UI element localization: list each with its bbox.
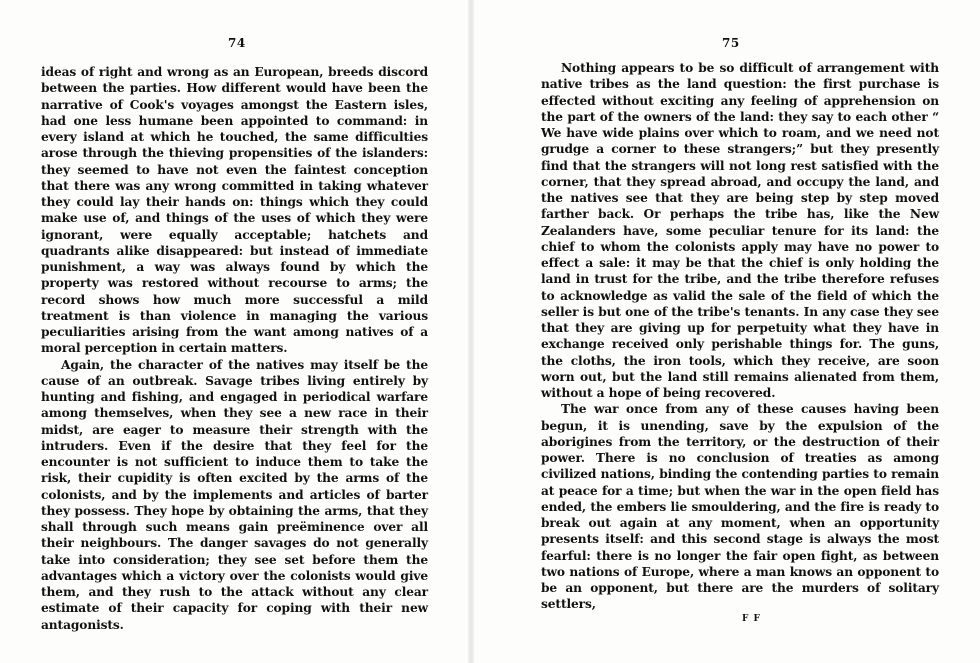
left-page — [0, 0, 470, 663]
paragraph: Again, the character of the natives may itself be the cause of an outbreak. Savage tribes living entirely by hunting and fishing, and engaged in periodical warfare among themselves, when they see a new race in their midst, are eager to measure their strength with the intruders. Even if the desire that they feel for the encounter is not sufficient to induce them to take the risk, their cupidity is often excited by the arms of the colonists, and by the implements and articles of barter they possess. They hope by obtaining the arms, that they shall through such means gain preëminence over all their neighbours. The danger savages do not generally take into consideration; they see set before them the advantages which a victory over the colonists would give them, and they rush to the attack without any clear estimate of their capacity for coping with their new antagonists. — [41, 357, 428, 632]
left-page-text — [41, 64, 428, 633]
page-number-right: 75 — [722, 36, 740, 50]
paragraph: Nothing appears to be so difficult of arrangement with native tribes as the land question: the first purchase is effected without exciting any feeling of apprehension on the part of the owners of the land: they say to each other “ We have wide plains over which to roam, and we need not grudge a corner to these strangers;” but they presently find that the strangers will not long rest satisfied with the corner, that they spread abroad, and occupy the land, and the natives see that they are being step by step moved farther back. Or perhaps the tribe has, like the New Zealanders have, some peculiar tenure for its land: the chief to whom the colonists apply may have no power to effect a sale: it may be that the chief is only holding the land in trust for the tribe, and the tribe therefore refuses to acknowledge as valid the sale of the field of which the seller is but one of the tribe's tenants. In any case they see that they are giving up for perpetuity what they have in exchange received only perishable things for. The guns, the cloths, the iron tools, which they receive, are soon worn out, but the land still remains alienated from them, without a hope of being recovered. — [541, 61, 939, 400]
page-number-left: 74 — [228, 36, 246, 50]
signature-mark: F F — [742, 614, 761, 624]
paragraph: The war once from any of these causes having been begun, it is unending, save by the expulsion of the aborigines from the territory, or the destruction of their power. There is no conclusion of treaties as among civilized nations, binding the contending parties to remain at peace for a time; but when the war in the open field has ended, the embers lie smouldering, and the fire is ready to break out again at any moment, when an opportunity presents itself: and this second stage is always the most fearful: there is no longer the fair open fight, as between two nations of Europe, where a man knows an opponent to be an opponent, but there are the murders of solitary settlers, — [541, 402, 939, 612]
right-page-text — [541, 60, 939, 613]
paragraph: ideas of right and wrong as an European, breeds discord between the parties. How different would have been the narrative of Cook's voyages amongst the Eastern isles, had one less humane been appointed to command: in every island at which he touched, the same difficulties arose through the thieving propensities of the islanders: they seemed to have not even the faintest conception that there was any wrong committed in taking whatever they could lay their hands on: things which they could make use of, and things of the uses of which they were ignorant, were equally acceptable; hatchets and quadrants alike disappeared: but instead of immediate punishment, a way was always found by which the property was restored without recourse to arms; the record shows how much more successful a mild treatment is than violence in managing the various peculiarities arising from the want among natives of a moral perception in certain matters. — [41, 65, 428, 356]
right-page — [470, 0, 980, 663]
